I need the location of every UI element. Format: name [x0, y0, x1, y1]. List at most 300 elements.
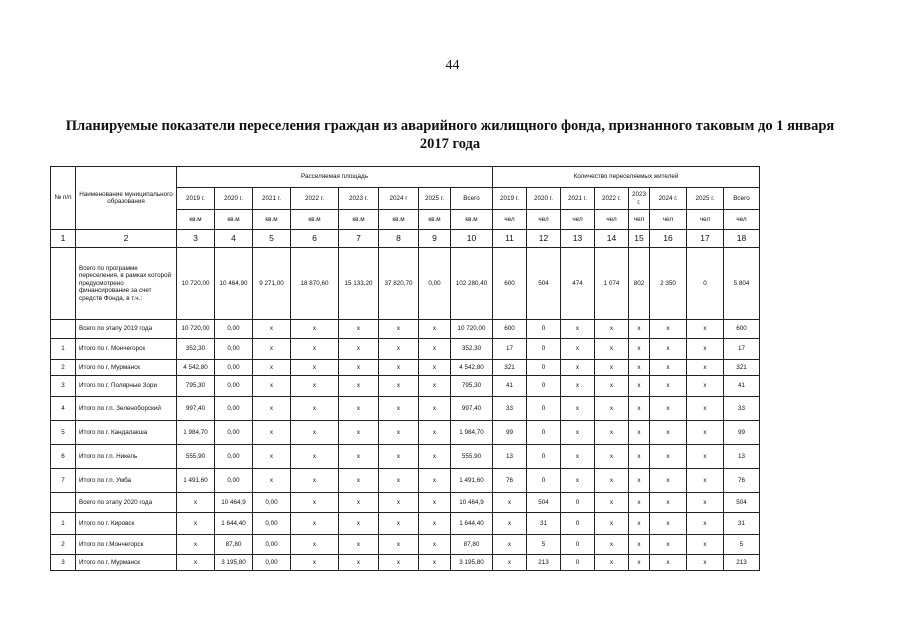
municipality-name-cell: Итого по г. Кировск	[76, 513, 177, 535]
people-value-cell: x	[561, 360, 595, 376]
area-value-cell: x	[253, 445, 291, 469]
people-value-cell: x	[629, 397, 650, 421]
people-value-cell: x	[629, 555, 650, 571]
people-value-cell: 0	[561, 555, 595, 571]
people-value-cell: x	[493, 513, 527, 535]
people-value-cell: x	[650, 421, 687, 445]
area-value-cell: x	[419, 535, 451, 555]
area-value-cell: x	[419, 445, 451, 469]
area-value-cell: x	[419, 376, 451, 397]
area-year-header: 2022 г.	[291, 188, 339, 210]
people-value-cell: x	[687, 339, 724, 360]
area-value-cell: x	[291, 535, 339, 555]
people-value-cell: x	[687, 469, 724, 493]
unit-cell: чел	[687, 210, 724, 230]
area-value-cell: x	[253, 360, 291, 376]
area-value-cell: 4 542,80	[451, 360, 493, 376]
table-row	[51, 469, 760, 493]
area-year-header: 2023 г.	[339, 188, 379, 210]
area-value-cell: 1 644,40	[451, 513, 493, 535]
people-value-cell: x	[687, 397, 724, 421]
area-value-cell: x	[177, 513, 215, 535]
area-value-cell: x	[419, 513, 451, 535]
area-value-cell: x	[339, 469, 379, 493]
row-number-cell: 3	[51, 376, 76, 397]
area-value-cell: x	[253, 421, 291, 445]
unit-cell: чел	[724, 210, 760, 230]
row-number-cell: 4	[51, 397, 76, 421]
area-value-cell: x	[379, 469, 419, 493]
area-value-cell: x	[291, 445, 339, 469]
people-value-cell: 76	[724, 469, 760, 493]
area-value-cell: x	[379, 555, 419, 571]
people-value-cell: 31	[724, 513, 760, 535]
people-value-cell: 0	[561, 535, 595, 555]
area-value-cell: 15 133,20	[339, 248, 379, 320]
area-value-cell: 0,00	[215, 360, 253, 376]
area-value-cell: x	[379, 360, 419, 376]
area-value-cell: 0,00	[215, 339, 253, 360]
people-value-cell: x	[650, 469, 687, 493]
area-value-cell: x	[419, 360, 451, 376]
municipality-name-cell: Итого по г. Мурманск	[76, 555, 177, 571]
area-value-cell: x	[339, 513, 379, 535]
municipality-name-cell: Итого по г.п. Умба	[76, 469, 177, 493]
col-header-no: № п/п	[51, 167, 76, 230]
unit-cell: чел	[650, 210, 687, 230]
people-value-cell: x	[650, 493, 687, 513]
unit-cell: кв.м	[451, 210, 493, 230]
area-value-cell: 0,00	[253, 555, 291, 571]
municipality-name-cell: Итого по г. Мурманск	[76, 360, 177, 376]
column-number-cell: 4	[215, 230, 253, 248]
municipality-name-cell: Итого по г.п. Никель	[76, 445, 177, 469]
people-value-cell: 213	[724, 555, 760, 571]
people-value-cell: 0	[527, 445, 561, 469]
people-value-cell: x	[650, 555, 687, 571]
people-value-cell: x	[561, 339, 595, 360]
area-value-cell: 1 644,40	[215, 513, 253, 535]
area-value-cell: x	[291, 360, 339, 376]
column-number-cell: 8	[379, 230, 419, 248]
area-value-cell: x	[379, 421, 419, 445]
table-row	[51, 513, 760, 535]
area-value-cell: 0,00	[215, 445, 253, 469]
people-value-cell: x	[595, 421, 629, 445]
people-year-header: 2025 г.	[687, 188, 724, 210]
table-row	[51, 397, 760, 421]
row-number-cell	[51, 248, 76, 320]
area-value-cell: x	[253, 469, 291, 493]
area-value-cell: 795,30	[177, 376, 215, 397]
people-value-cell: 321	[493, 360, 527, 376]
people-value-cell: 99	[724, 421, 760, 445]
table-row	[51, 555, 760, 571]
area-value-cell: x	[291, 376, 339, 397]
people-value-cell: 600	[493, 248, 527, 320]
people-value-cell: 0	[527, 360, 561, 376]
area-value-cell: 997,40	[177, 397, 215, 421]
area-value-cell: x	[291, 469, 339, 493]
page-number: 44	[445, 58, 460, 73]
area-value-cell: 555,90	[177, 445, 215, 469]
group-header-people: Количество переселяемых жителей	[493, 167, 760, 188]
area-value-cell: x	[339, 493, 379, 513]
column-number-cell: 7	[339, 230, 379, 248]
people-value-cell: x	[595, 397, 629, 421]
people-value-cell: x	[595, 535, 629, 555]
area-value-cell: 10 720,00	[177, 248, 215, 320]
people-value-cell: 504	[527, 248, 561, 320]
row-number-cell: 2	[51, 360, 76, 376]
people-value-cell: x	[595, 469, 629, 493]
municipality-name-cell: Итого по г.п. Зеленоборский	[76, 397, 177, 421]
area-value-cell: 0,00	[215, 421, 253, 445]
people-value-cell: 41	[493, 376, 527, 397]
table-row	[51, 421, 760, 445]
column-number-cell: 1	[51, 230, 76, 248]
people-value-cell: x	[629, 421, 650, 445]
people-value-cell: x	[650, 535, 687, 555]
table-row	[51, 493, 760, 513]
area-value-cell: x	[379, 320, 419, 339]
people-value-cell: x	[595, 513, 629, 535]
column-number-cell: 10	[451, 230, 493, 248]
column-number-cell: 15	[629, 230, 650, 248]
area-value-cell: 1 984,70	[451, 421, 493, 445]
area-value-cell: 0,00	[215, 397, 253, 421]
area-value-cell: x	[339, 320, 379, 339]
people-value-cell: x	[595, 360, 629, 376]
unit-cell: кв.м	[339, 210, 379, 230]
table-body	[51, 230, 760, 571]
area-value-cell: x	[419, 493, 451, 513]
people-value-cell: x	[650, 445, 687, 469]
people-value-cell: x	[561, 397, 595, 421]
area-value-cell: 352,30	[451, 339, 493, 360]
people-value-cell: 504	[527, 493, 561, 513]
people-value-cell: 5	[527, 535, 561, 555]
area-value-cell: x	[339, 360, 379, 376]
unit-cell: кв.м	[177, 210, 215, 230]
area-value-cell: 3 195,80	[451, 555, 493, 571]
area-value-cell: 1 984,70	[177, 421, 215, 445]
area-value-cell: 0,00	[215, 376, 253, 397]
column-number-cell: 11	[493, 230, 527, 248]
people-value-cell: 600	[724, 320, 760, 339]
area-value-cell: x	[291, 555, 339, 571]
unit-cell: кв.м	[419, 210, 451, 230]
people-value-cell: 1 074	[595, 248, 629, 320]
people-value-cell: 99	[493, 421, 527, 445]
column-number-cell: 14	[595, 230, 629, 248]
area-value-cell: 0,00	[253, 535, 291, 555]
people-value-cell: 504	[724, 493, 760, 513]
people-value-cell: x	[561, 376, 595, 397]
people-value-cell: x	[629, 339, 650, 360]
area-value-cell: x	[339, 376, 379, 397]
area-year-header: 2021 г.	[253, 188, 291, 210]
people-value-cell: x	[629, 320, 650, 339]
area-value-cell: x	[339, 555, 379, 571]
area-value-cell: x	[419, 469, 451, 493]
people-value-cell: 802	[629, 248, 650, 320]
people-value-cell: x	[629, 535, 650, 555]
table-row	[51, 535, 760, 555]
people-value-cell: x	[595, 445, 629, 469]
people-value-cell: 41	[724, 376, 760, 397]
people-value-cell: x	[595, 493, 629, 513]
row-number-cell: 1	[51, 339, 76, 360]
area-value-cell: x	[379, 493, 419, 513]
people-value-cell: x	[561, 421, 595, 445]
people-value-cell: x	[687, 445, 724, 469]
people-value-cell: 5	[724, 535, 760, 555]
table-row	[51, 376, 760, 397]
people-value-cell: x	[650, 513, 687, 535]
people-value-cell: x	[629, 360, 650, 376]
area-value-cell: x	[339, 397, 379, 421]
people-value-cell: 0	[527, 397, 561, 421]
unit-cell: чел	[629, 210, 650, 230]
area-value-cell: x	[419, 421, 451, 445]
unit-cell: кв.м	[253, 210, 291, 230]
area-value-cell: x	[291, 320, 339, 339]
area-value-cell: 3 195,80	[215, 555, 253, 571]
people-value-cell: x	[687, 376, 724, 397]
people-value-cell: 17	[493, 339, 527, 360]
people-value-cell: 321	[724, 360, 760, 376]
row-number-cell: 6	[51, 445, 76, 469]
area-value-cell: 795,30	[451, 376, 493, 397]
municipality-name-cell: Итого по г. Полярные Зори	[76, 376, 177, 397]
area-value-cell: 10 464,90	[215, 248, 253, 320]
people-year-header: 2023 г.	[629, 188, 650, 210]
people-value-cell: 31	[527, 513, 561, 535]
people-value-cell: x	[687, 320, 724, 339]
people-value-cell: x	[687, 535, 724, 555]
people-year-header: 2020 г.	[527, 188, 561, 210]
people-value-cell: 13	[724, 445, 760, 469]
column-number-cell: 3	[177, 230, 215, 248]
people-value-cell: 17	[724, 339, 760, 360]
people-value-cell: x	[687, 360, 724, 376]
column-number-cell: 18	[724, 230, 760, 248]
table-row	[51, 360, 760, 376]
people-value-cell: 600	[493, 320, 527, 339]
area-value-cell: 0,00	[253, 513, 291, 535]
people-value-cell: 0	[527, 320, 561, 339]
group-header-area: Расселяемая площадь	[177, 167, 493, 188]
area-year-header: 2024 г	[379, 188, 419, 210]
people-value-cell: x	[629, 513, 650, 535]
municipality-name-cell: Всего по программе переселения, в рамках которой предусмотрено финансирование за счет средств Фонда, в т.ч.:	[76, 248, 177, 320]
area-year-header: 2025 г.	[419, 188, 451, 210]
people-value-cell: 5 804	[724, 248, 760, 320]
area-value-cell: x	[379, 535, 419, 555]
people-value-cell: x	[629, 445, 650, 469]
people-value-cell: 2 350	[650, 248, 687, 320]
area-value-cell: x	[339, 421, 379, 445]
municipality-name-cell: Итого по г.Мончегорск	[76, 535, 177, 555]
row-number-cell: 7	[51, 469, 76, 493]
area-value-cell: x	[419, 339, 451, 360]
document-title: Планируемые показатели переселения граждан из аварийного жилищного фонда, признанного таковым до 1 января 2017 года	[65, 118, 835, 152]
area-value-cell: x	[379, 445, 419, 469]
area-value-cell: 0,00	[215, 469, 253, 493]
municipality-name-cell: Всего по этапу 2020 года	[76, 493, 177, 513]
area-value-cell: x	[253, 320, 291, 339]
people-value-cell: x	[687, 421, 724, 445]
area-value-cell: x	[291, 339, 339, 360]
area-value-cell: 352,30	[177, 339, 215, 360]
column-number-row	[51, 230, 760, 248]
people-value-cell: 213	[527, 555, 561, 571]
area-value-cell: x	[339, 445, 379, 469]
area-value-cell: x	[177, 535, 215, 555]
people-value-cell: x	[629, 376, 650, 397]
area-value-cell: 10 720,00	[177, 320, 215, 339]
row-number-cell	[51, 320, 76, 339]
area-value-cell: 9 271,00	[253, 248, 291, 320]
municipality-name-cell: Всего по этапу 2019 года	[76, 320, 177, 339]
area-value-cell: x	[291, 493, 339, 513]
people-value-cell: x	[561, 320, 595, 339]
people-value-cell: 0	[687, 248, 724, 320]
unit-cell: кв.м	[291, 210, 339, 230]
area-value-cell: 1 491,60	[177, 469, 215, 493]
area-value-cell: x	[419, 555, 451, 571]
table-row	[51, 445, 760, 469]
people-value-cell: x	[595, 376, 629, 397]
people-value-cell: 0	[527, 421, 561, 445]
row-number-cell: 1	[51, 513, 76, 535]
people-value-cell: 13	[493, 445, 527, 469]
column-number-cell: 6	[291, 230, 339, 248]
column-number-cell: 13	[561, 230, 595, 248]
column-number-cell: 5	[253, 230, 291, 248]
people-value-cell: 0	[527, 339, 561, 360]
area-value-cell: 0,00	[253, 493, 291, 513]
people-value-cell: 0	[561, 513, 595, 535]
people-total-header: Всего	[724, 188, 760, 210]
area-value-cell: 1 491,60	[451, 469, 493, 493]
area-value-cell: 18 870,60	[291, 248, 339, 320]
municipality-name-cell: Итого по г. Кандалакша	[76, 421, 177, 445]
area-year-header: 2020 г.	[215, 188, 253, 210]
people-year-header: 2024 г.	[650, 188, 687, 210]
people-value-cell: x	[629, 469, 650, 493]
area-value-cell: 10 720,00	[451, 320, 493, 339]
people-value-cell: x	[595, 555, 629, 571]
area-value-cell: 102 280,40	[451, 248, 493, 320]
area-value-cell: x	[379, 513, 419, 535]
column-number-cell: 17	[687, 230, 724, 248]
area-value-cell: x	[253, 397, 291, 421]
people-value-cell: 33	[493, 397, 527, 421]
area-value-cell: x	[177, 493, 215, 513]
area-value-cell: 555,90	[451, 445, 493, 469]
area-value-cell: x	[339, 535, 379, 555]
people-value-cell: x	[650, 376, 687, 397]
area-value-cell: x	[379, 376, 419, 397]
area-value-cell: 997,40	[451, 397, 493, 421]
area-value-cell: 10 464,9	[215, 493, 253, 513]
unit-cell: кв.м	[215, 210, 253, 230]
people-value-cell: 0	[527, 376, 561, 397]
unit-cell: чел	[527, 210, 561, 230]
area-value-cell: x	[253, 376, 291, 397]
area-value-cell: x	[177, 555, 215, 571]
column-number-cell: 2	[76, 230, 177, 248]
people-value-cell: x	[493, 493, 527, 513]
unit-cell: кв.м	[379, 210, 419, 230]
people-value-cell: 0	[527, 469, 561, 493]
people-year-header: 2019 г.	[493, 188, 527, 210]
people-value-cell: x	[493, 555, 527, 571]
row-number-cell: 3	[51, 555, 76, 571]
people-value-cell: 474	[561, 248, 595, 320]
people-value-cell: 76	[493, 469, 527, 493]
table-row	[51, 248, 760, 320]
col-header-name: Наименование муниципального образования	[76, 167, 177, 230]
area-value-cell: 0,00	[215, 320, 253, 339]
municipality-name-cell: Итого по г. Мончегорск	[76, 339, 177, 360]
column-number-cell: 9	[419, 230, 451, 248]
table-row	[51, 339, 760, 360]
table-row	[51, 320, 760, 339]
area-value-cell: x	[291, 513, 339, 535]
area-value-cell: x	[253, 339, 291, 360]
area-value-cell: x	[419, 397, 451, 421]
people-year-header: 2022 г.	[595, 188, 629, 210]
column-number-cell: 12	[527, 230, 561, 248]
people-value-cell: x	[493, 535, 527, 555]
area-value-cell: x	[291, 397, 339, 421]
area-value-cell: x	[379, 397, 419, 421]
row-number-cell: 5	[51, 421, 76, 445]
area-year-header: 2019 г.	[177, 188, 215, 210]
people-value-cell: x	[595, 339, 629, 360]
people-value-cell: 0	[561, 493, 595, 513]
people-year-header: 2021 г.	[561, 188, 595, 210]
people-value-cell: x	[650, 320, 687, 339]
resettlement-table	[50, 166, 760, 571]
area-value-cell: x	[339, 339, 379, 360]
people-value-cell: x	[687, 513, 724, 535]
area-value-cell: 0,00	[419, 248, 451, 320]
column-number-cell: 16	[650, 230, 687, 248]
people-value-cell: x	[650, 360, 687, 376]
area-value-cell: 37 820,70	[379, 248, 419, 320]
people-value-cell: x	[595, 320, 629, 339]
area-value-cell: x	[291, 421, 339, 445]
area-value-cell: 87,80	[451, 535, 493, 555]
unit-cell: чел	[561, 210, 595, 230]
area-value-cell: x	[419, 320, 451, 339]
people-value-cell: x	[629, 493, 650, 513]
area-total-header: Всего	[451, 188, 493, 210]
people-value-cell: 33	[724, 397, 760, 421]
people-value-cell: x	[561, 445, 595, 469]
row-number-cell: 2	[51, 535, 76, 555]
area-value-cell: 10 464,9	[451, 493, 493, 513]
people-value-cell: x	[650, 397, 687, 421]
row-number-cell	[51, 493, 76, 513]
area-value-cell: 87,80	[215, 535, 253, 555]
unit-cell: чел	[595, 210, 629, 230]
people-value-cell: x	[687, 555, 724, 571]
